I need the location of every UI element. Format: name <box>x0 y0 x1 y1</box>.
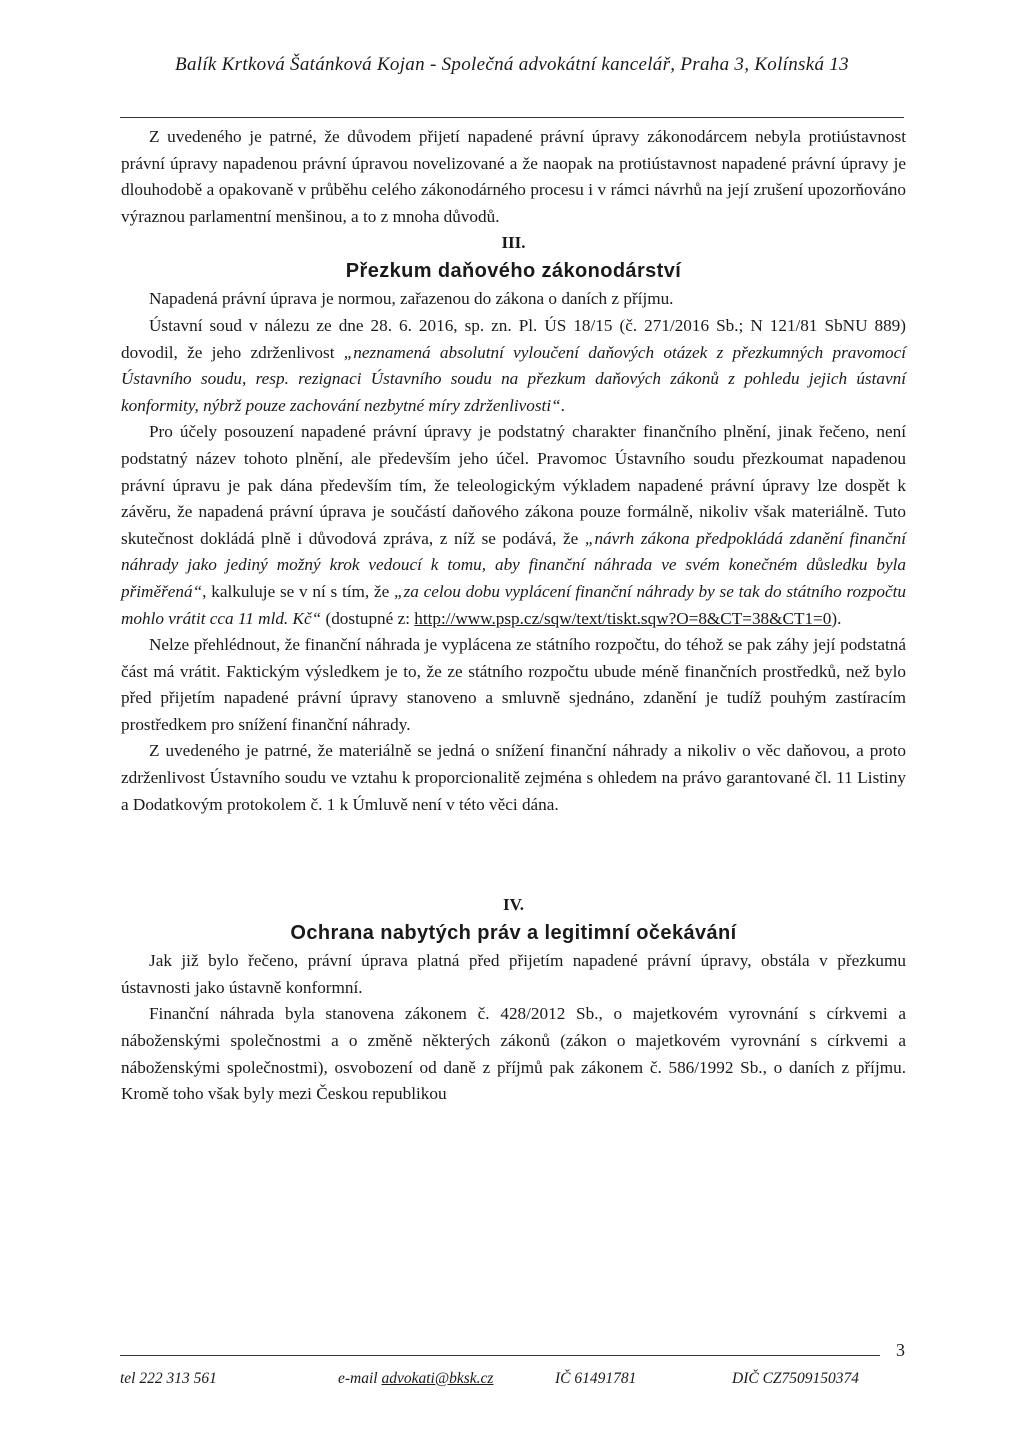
paragraph <box>121 419 906 632</box>
paragraph: Nelze přehlédnout, že finanční náhrada je vyplácena ze státního rozpočtu, do téhož se pak záhy její podstatná část má vrátit. Faktickým výsledkem je to, že ze státního rozpočtu ubude méně finančních prostředků, než bylo před přijetím napadené právní úpravy stanoveno a smluvně sjednáno, zdanění je tudíž pouhým zastíracím prostředkem pro snížení finanční náhrady. <box>121 635 906 734</box>
footer-ic: IČ 61491781 <box>555 1370 637 1387</box>
section-number: IV. <box>503 895 524 915</box>
paragraph-text: Pro účely posouzení napadené právní úpravy je podstatný charakter finančního plnění, jinak řečeno, není podstatný název tohoto plnění, ale především jeho účel. Pravomoc Ústavního soudu přezkoumat napadenou právní úpravu je pak dána především tím, že teleologickým výkladem napadené právní úpravy lze dospět k závěru, že napadená právní úprava je součástí daňového zákona pouze formálně, nikoliv však materiálně. Tuto skutečnost dokládá plně i důvodová zpráva, z níž se podává, že <box>121 422 906 548</box>
footer-email-link[interactable]: advokati@bksk.cz <box>381 1370 494 1387</box>
footer-divider <box>120 1355 880 1356</box>
quotation: „návrh zákona předpokládá zdanění finanční náhrady jako jediný možný krok vedoucí k tomu, aby finanční náhrada ve svém konečném důsledku byla přiměřená“ <box>121 528 907 601</box>
section-number: III. <box>501 233 526 253</box>
footer-dic: DIČ CZ7509150374 <box>732 1370 860 1387</box>
page-number: 3 <box>896 1340 905 1360</box>
document-body <box>121 124 906 1108</box>
quotation: „neznamená absolutní vyloučení daňových otázek z přezkumných pravomocí Ústavního soudu, resp. rezignaci Ústavního soudu na přezkum daňových zákonů z pohledu jejich ústavní konformity, nýbrž pouze zachování nezbytné míry zdrženlivosti“ <box>121 342 906 415</box>
header-divider <box>120 117 904 118</box>
spacer <box>121 818 906 892</box>
paragraph: Z uvedeného je patrné, že důvodem přijetí napadené právní úpravy zákonodárcem nebyla protiústavnost právní úpravy napadenou právní úpravou novelizované a že naopak na protiústavnost napadené právní úpravy je dlouhodobě a opakovaně v průběhu celého zákonodárného procesu i v rámci návrhů na její zrušení upozorňováno výraznou parlamentní menšinou, a to z mnoha důvodů. <box>121 127 906 226</box>
paragraph: Napadená právní úprava je normou, zařazenou do zákona o daních z příjmu. <box>149 289 674 309</box>
paragraph <box>121 313 906 419</box>
paragraph: Jak již bylo řečeno, právní úprava platná před přijetím napadené právní úpravy, obstála v přezkumu ústavnosti jako ústavně konformní. <box>121 951 906 997</box>
paragraph-text: ). <box>831 608 842 628</box>
section-title: Přezkum daňového zákonodárství <box>345 260 682 283</box>
letterhead: Balík Krtková Šatánková Kojan - Společná advokátní kancelář, Praha 3, Kolínská 13 <box>175 54 849 75</box>
section-title: Ochrana nabytých práv a legitimní očekávání <box>290 922 737 945</box>
paragraph: Finanční náhrada byla stanovena zákonem č. 428/2012 Sb., o majetkovém vyrovnání s církvemi a náboženskými společnostmi a o změně některých zákonů (zákon o majetkovém vyrovnání s církvemi a náboženskými společnostmi), osvobození od daně z příjmů pak zákonem č. 586/1992 Sb., o daních z příjmu. Kromě toho však byly mezi Českou republikou <box>121 1004 906 1104</box>
footer-email-label: e-mail <box>338 1370 382 1387</box>
quotation: „za celou dobu vyplácení finanční náhrady by se tak do státního rozpočtu mohlo vrátit cca 11 mld. Kč“ <box>121 581 906 628</box>
footer-phone: tel 222 313 561 <box>120 1370 217 1387</box>
source-link[interactable]: http://www.psp.cz/sqw/text/tiskt.sqw?O=8&CT=38&CT1=0 <box>414 608 832 628</box>
paragraph-text: . <box>560 395 565 415</box>
paragraph-text: (dostupné z: <box>321 608 415 628</box>
footer-email <box>338 1370 493 1388</box>
paragraph-text: , kalkuluje se v ní s tím, že <box>202 581 395 601</box>
paragraph: Z uvedeného je patrné, že materiálně se jedná o snížení finanční náhrady a nikoliv o věc daňovou, a proto zdrženlivost Ústavního soudu ve vztahu k proporcionalitě zejména s ohledem na právo garantované čl. 11 Listiny a Dodatkovým protokolem č. 1 k Úmluvě není v této věci dána. <box>121 741 906 814</box>
paragraph-text: Ústavní soud v nálezu ze dne 28. 6. 2016, sp. zn. Pl. ÚS 18/15 (č. 271/2016 Sb.; N 121/81 SbNU 889) dovodil, že jeho zdrženlivost <box>121 315 906 362</box>
